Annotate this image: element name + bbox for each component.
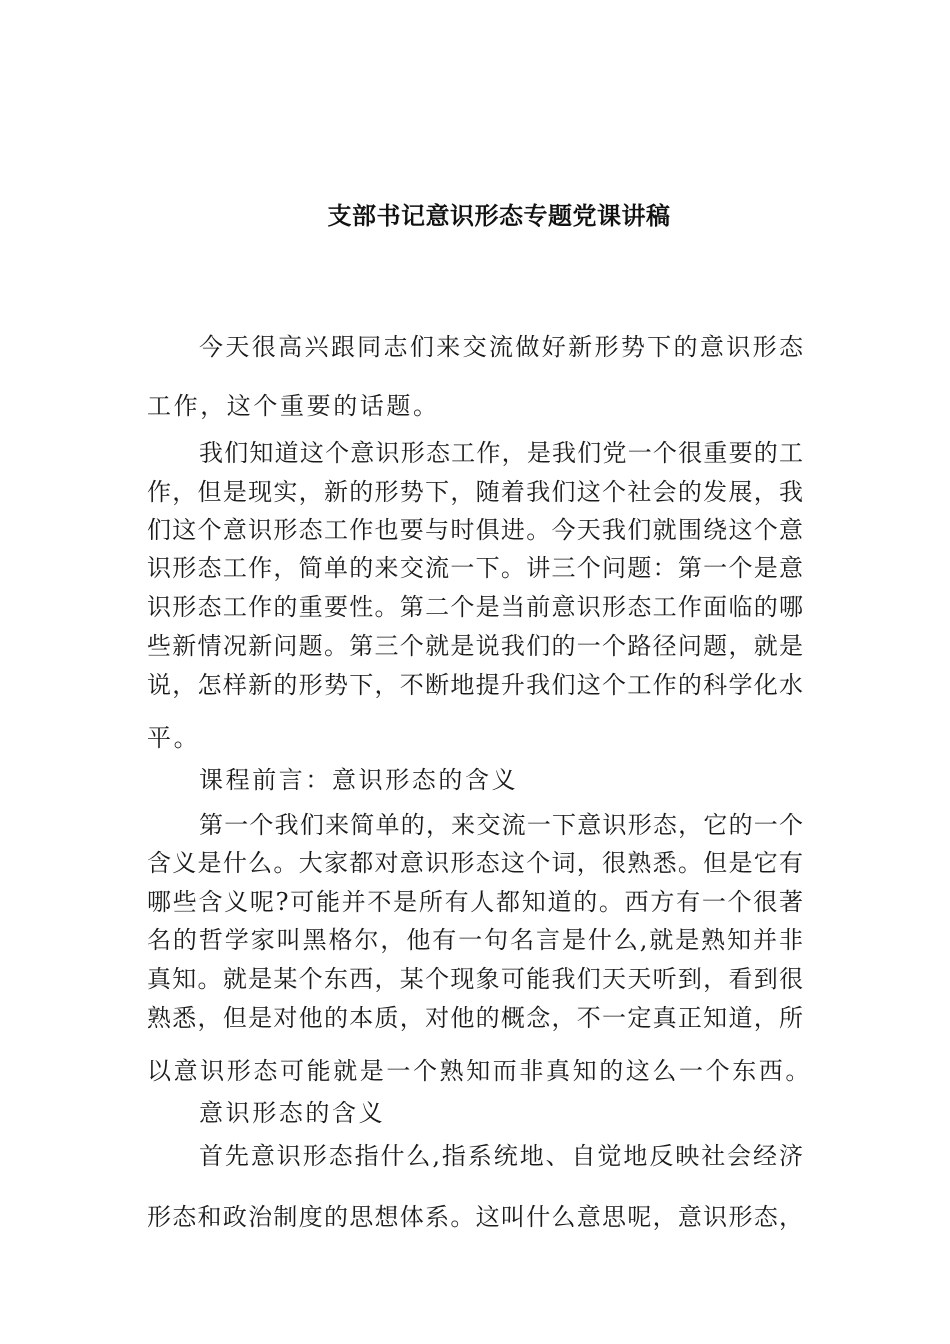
paragraph-line: 含义是什么。大家都对意识形态这个词，很熟悉。但是它有 (147, 849, 803, 877)
paragraph-line: 今天很高兴跟同志们来交流做好新形势下的意识形态 (199, 333, 803, 361)
paragraph-line: 些新情况新问题。第三个就是说我们的一个路径问题，就是 (147, 632, 803, 660)
section-heading: 课程前言：意识形态的含义 (199, 766, 519, 794)
section-heading: 意识形态的含义 (199, 1099, 386, 1127)
paragraph-line: 工作，这个重要的话题。 (147, 392, 440, 420)
paragraph-line: 以意识形态可能就是一个熟知而非真知的这么一个东西。 (147, 1057, 812, 1085)
paragraph-line: 平。 (147, 724, 201, 752)
paragraph-line: 们这个意识形态工作也要与时俱进。今天我们就围绕这个意 (147, 516, 803, 544)
paragraph-line: 第一个我们来简单的，来交流一下意识形态，它的一个 (199, 811, 803, 839)
paragraph-line: 识形态工作，简单的来交流一下。讲三个问题：第一个是意 (147, 554, 803, 582)
paragraph-line: 说，怎样新的形势下，不断地提升我们这个工作的科学化水 (147, 671, 803, 699)
document-title: 支部书记意识形态专题党课讲稿 (327, 202, 671, 230)
paragraph-line: 哪些含义呢?可能并不是所有人都知道的。西方有一个很著 (147, 888, 803, 916)
paragraph-line: 作，但是现实，新的形势下，随着我们这个社会的发展，我 (147, 478, 803, 506)
paragraph-line: 形态和政治制度的思想体系。这叫什么意思呢，意识形态， (147, 1203, 803, 1231)
paragraph-line: 真知。就是某个东西，某个现象可能我们天天听到，看到很 (147, 965, 803, 993)
paragraph-line: 我们知道这个意识形态工作，是我们党一个很重要的工 (199, 439, 803, 467)
paragraph-line: 首先意识形态指什么,指系统地、自觉地反映社会经济 (199, 1142, 803, 1170)
paragraph-line: 熟悉，但是对他的本质，对他的概念，不一定真正知道，所 (147, 1004, 803, 1032)
paragraph-line: 识形态工作的重要性。第二个是当前意识形态工作面临的哪 (147, 593, 803, 621)
paragraph-line: 名的哲学家叫黑格尔，他有一句名言是什么,就是熟知并非 (147, 926, 803, 954)
